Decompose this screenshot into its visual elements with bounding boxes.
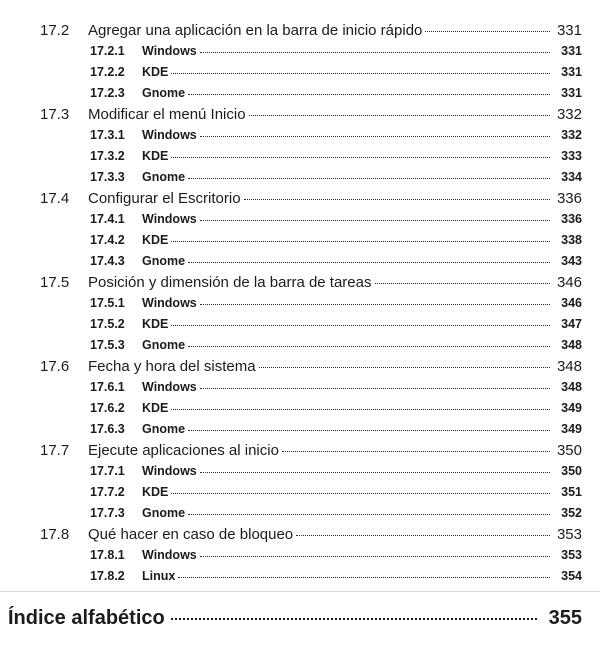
toc-entry-title: Índice alfabético	[8, 607, 165, 629]
toc-entry-number: 17.7	[40, 442, 70, 459]
dot-leader	[171, 493, 550, 494]
toc-entry-subsection	[90, 485, 582, 503]
toc-entry-page: 331	[561, 44, 582, 58]
toc-entry-subsection	[90, 548, 582, 566]
dot-leader	[171, 409, 550, 410]
toc-entry-title: Linux	[142, 569, 176, 583]
dot-leader	[188, 346, 550, 347]
dot-leader	[200, 388, 550, 389]
toc-entry-page: 353	[556, 526, 582, 543]
toc-entry-page: 348	[561, 380, 582, 394]
toc-entry-number: 17.8	[40, 526, 70, 543]
dot-leader	[244, 199, 550, 200]
toc-entry-subsection	[90, 569, 582, 587]
toc-entry-title: Posición y dimensión de la barra de tareas	[88, 274, 372, 291]
toc-entry-title: KDE	[142, 233, 169, 247]
toc-entry-title: Gnome	[142, 338, 186, 352]
toc-entry-number: 17.8.1	[90, 548, 125, 562]
toc-entry-section	[40, 106, 582, 126]
dot-leader	[188, 262, 550, 263]
toc-entry-title: Fecha y hora del sistema	[88, 358, 256, 375]
toc-entry-number: 17.6.1	[90, 380, 125, 394]
toc-entry-title: Windows	[142, 464, 197, 478]
toc-entry-number: 17.5.1	[90, 296, 125, 310]
toc-entry-title: Windows	[142, 44, 197, 58]
toc-entry-subsection	[90, 422, 582, 440]
toc-entry-subsection	[90, 464, 582, 482]
toc-entry-subsection	[90, 65, 582, 83]
toc-entry-number: 17.3.2	[90, 149, 125, 163]
toc-entry-title: Windows	[142, 128, 197, 142]
dot-leader	[200, 52, 550, 53]
toc-entry-title: KDE	[142, 149, 169, 163]
toc-entry-title: KDE	[142, 485, 169, 499]
dot-leader	[200, 304, 550, 305]
toc-entry-number: 17.5.3	[90, 338, 125, 352]
toc-entry-title: Modificar el menú Inicio	[88, 106, 246, 123]
dot-leader	[178, 577, 550, 578]
toc-entry-number: 17.5	[40, 274, 70, 291]
toc-entry-number: 17.4	[40, 190, 70, 207]
toc-entry-page: 355	[548, 607, 582, 629]
toc-entry-page: 348	[561, 338, 582, 352]
toc-entry-page: 331	[556, 22, 582, 39]
dot-leader	[200, 556, 550, 557]
toc-entry-page: 351	[561, 485, 582, 499]
toc-entry-number: 17.3.3	[90, 170, 125, 184]
toc-entry-number: 17.4.1	[90, 212, 125, 226]
toc-entry-number: 17.3.1	[90, 128, 125, 142]
toc-entry-index	[8, 607, 582, 635]
toc-entry-page: 350	[556, 442, 582, 459]
toc-entry-title: Configurar el Escritorio	[88, 190, 241, 207]
toc-entry-number: 17.8.2	[90, 569, 125, 583]
dot-leader	[425, 31, 550, 32]
toc-entry-page: 331	[561, 86, 582, 100]
toc-entry-page: 333	[561, 149, 582, 163]
toc-entry-title: Gnome	[142, 86, 186, 100]
dot-leader	[171, 157, 550, 158]
toc-entry-section	[40, 22, 582, 42]
dot-leader	[171, 325, 550, 326]
toc-entry-title: Gnome	[142, 506, 186, 520]
toc-entry-number: 17.6.3	[90, 422, 125, 436]
toc-entry-title: KDE	[142, 401, 169, 415]
toc-entry-number: 17.4.2	[90, 233, 125, 247]
dot-leader	[171, 618, 537, 620]
toc-entry-subsection	[90, 86, 582, 104]
dot-leader	[171, 241, 550, 242]
toc-entry-page: 332	[561, 128, 582, 142]
dot-leader	[282, 451, 550, 452]
toc-entry-title: Gnome	[142, 170, 186, 184]
toc-entry-subsection	[90, 401, 582, 419]
dot-leader	[200, 136, 550, 137]
toc-entry-title: Agregar una aplicación en la barra de inicio rápido	[88, 22, 423, 39]
toc-entry-number: 17.2.3	[90, 86, 125, 100]
toc-entry-title: KDE	[142, 317, 169, 331]
toc-entry-section	[40, 358, 582, 378]
dot-leader	[188, 430, 550, 431]
toc-entry-page: 354	[561, 569, 582, 583]
toc-entry-title: KDE	[142, 65, 169, 79]
dot-leader	[171, 73, 550, 74]
toc-entry-subsection	[90, 128, 582, 146]
toc-entry-page: 352	[561, 506, 582, 520]
toc-entry-number: 17.2.2	[90, 65, 125, 79]
toc-entry-section	[40, 526, 582, 546]
toc-entry-number: 17.6.2	[90, 401, 125, 415]
toc-entry-number: 17.3	[40, 106, 70, 123]
dot-leader	[188, 178, 550, 179]
toc-entry-page: 350	[561, 464, 582, 478]
toc-entry-number: 17.7.1	[90, 464, 125, 478]
toc-entry-page: 336	[556, 190, 582, 207]
toc-entry-page: 349	[561, 422, 582, 436]
toc-entry-subsection	[90, 233, 582, 251]
toc-entry-number: 17.7.2	[90, 485, 125, 499]
toc-entry-subsection	[90, 149, 582, 167]
toc-entry-page: 347	[561, 317, 582, 331]
dot-leader	[200, 472, 550, 473]
toc-entry-page: 349	[561, 401, 582, 415]
toc-entry-subsection	[90, 254, 582, 272]
toc-entry-page: 348	[556, 358, 582, 375]
toc-entry-page: 346	[556, 274, 582, 291]
toc-entry-subsection	[90, 212, 582, 230]
toc-entry-number: 17.2	[40, 22, 70, 39]
toc-entry-title: Gnome	[142, 254, 186, 268]
toc-entry-subsection	[90, 338, 582, 356]
toc-entry-page: 338	[561, 233, 582, 247]
toc-entry-page: 343	[561, 254, 582, 268]
toc-entry-number: 17.4.3	[90, 254, 125, 268]
toc-entry-page: 331	[561, 65, 582, 79]
toc-entry-page: 346	[561, 296, 582, 310]
toc-entry-number: 17.6	[40, 358, 70, 375]
toc-entry-page: 334	[561, 170, 582, 184]
dot-leader	[375, 283, 551, 284]
toc-entry-number: 17.2.1	[90, 44, 125, 58]
toc-entry-number: 17.5.2	[90, 317, 125, 331]
dot-leader	[188, 94, 550, 95]
toc-entry-title: Ejecute aplicaciones al inicio	[88, 442, 279, 459]
toc-entry-section	[40, 190, 582, 210]
toc-entry-title: Windows	[142, 296, 197, 310]
toc-entry-page: 336	[561, 212, 582, 226]
toc-entry-subsection	[90, 317, 582, 335]
toc-entry-title: Qué hacer en caso de bloqueo	[88, 526, 294, 543]
toc-entry-title: Windows	[142, 380, 197, 394]
toc-entry-number: 17.7.3	[90, 506, 125, 520]
toc-entry-page: 332	[556, 106, 582, 123]
toc-entry-subsection	[90, 506, 582, 524]
toc-entry-subsection	[90, 296, 582, 314]
toc-entry-title: Windows	[142, 212, 197, 226]
toc-entry-subsection	[90, 170, 582, 188]
toc-entry-subsection	[90, 44, 582, 62]
dot-leader	[259, 367, 550, 368]
toc-entry-subsection	[90, 380, 582, 398]
toc-entry-section	[40, 442, 582, 462]
toc-entry-page: 353	[561, 548, 582, 562]
toc-entry-section	[40, 274, 582, 294]
toc-entry-title: Windows	[142, 548, 197, 562]
dot-leader	[188, 514, 550, 515]
divider	[0, 591, 600, 592]
toc-entry-title: Gnome	[142, 422, 186, 436]
dot-leader	[249, 115, 550, 116]
dot-leader	[296, 535, 550, 536]
dot-leader	[200, 220, 550, 221]
